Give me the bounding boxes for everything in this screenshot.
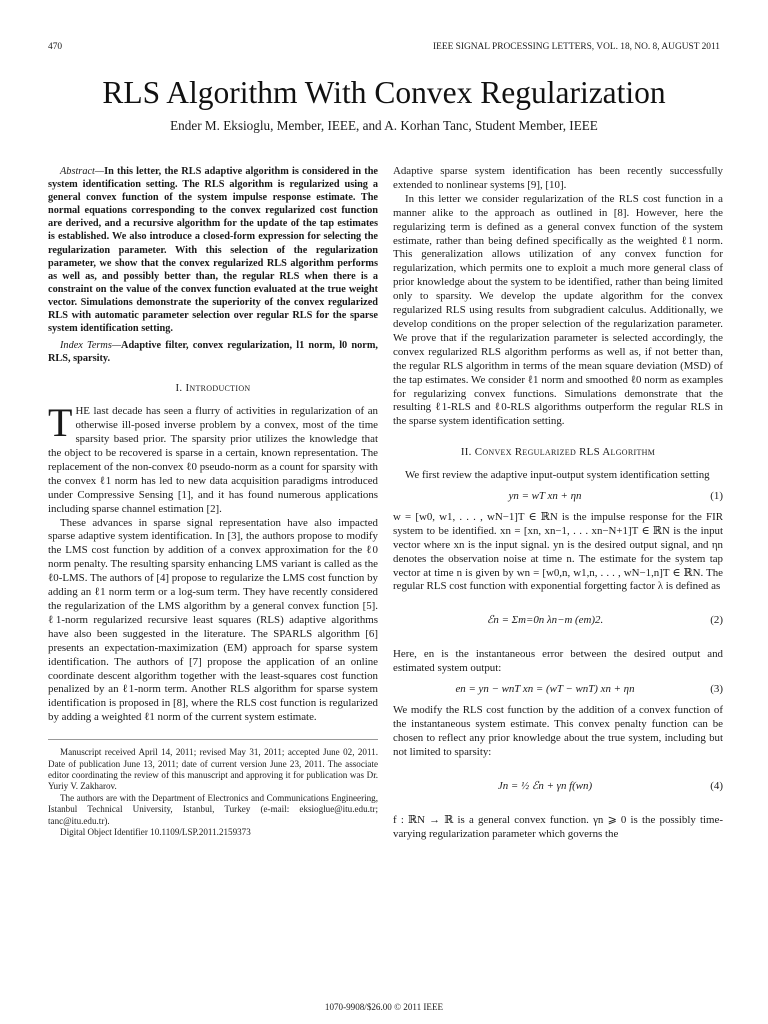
abstract-lead: Abstract— xyxy=(60,166,105,177)
equation-2 xyxy=(393,601,723,641)
index-terms xyxy=(48,339,378,365)
right-paragraph-3: We first review the adaptive input-output system identification setting xyxy=(405,469,710,482)
right-column xyxy=(393,165,723,842)
section-heading-introduction xyxy=(48,382,378,396)
section-title: Introduction xyxy=(185,382,251,395)
right-paragraph-6: We modify the RLS cost function by the addition of a convex function of the instantaneous system estimate. This convex penalty function can be chosen to reflect any prior knowledge about the true system, including but not limited to sparsity: xyxy=(393,704,723,758)
intro-paragraph-2: These advances in sparse signal representation have also impacted sparse adaptive system identification. In [3], the authors propose to modify the LMS cost function by addition of a convex approximation for the ℓ0 norm penalty. The resulting sparsity enhancing LMS variant is called as the ℓ0-LMS. The authors of [4] propose to regularize the LMS cost function by adding an ℓ1 norm term or a log-sum term. They have recently considered the regularization of the LMS algorithm by a general convex function [5]. ℓ1-norm regularized recursive least squares (RLS) adaptive algorithms have also been suggested in the literature. The SPARLS algorithm [6] presents an expectation-maximization (EM) approach for sparse system identification. The authors of [7] propose the application of an online coordinate descent algorithm together with the least-squares cost function penalized by an ℓ1-norm term. Another RLS algorithm for sparse system identification is proposed in [8], where the RLS cost function is regularized by adding a weighted ℓ1 norm of the current system estimate. xyxy=(48,516,378,724)
intro-paragraph-1-text: HE last decade has seen a flurry of activities in regularization of an otherwise ill-posed inverse problem by a convex, most of the time sparsity based prior. The sparsity prior utilizes the knowledge that the object to be recovered is sparse in a certain, known representation. The replacement of the non-convex ℓ0 pseudo-norm as a count for sparsity with the convex ℓ1 norm has led to new data acquisition paradigms introduced under Compressive Sensing [1], and it has found numerous applications including sparse channel estimation [2]. xyxy=(48,405,378,515)
equation-number: (1) xyxy=(710,490,723,503)
equation-number: (4) xyxy=(710,779,723,792)
section-numeral: II. xyxy=(460,446,472,459)
equation-1 xyxy=(393,490,723,504)
left-column xyxy=(48,165,378,838)
right-paragraph-5: Here, en is the instantaneous error between the desired output and estimated system output: xyxy=(393,648,723,675)
right-paragraph-2: In this letter we consider regularization of the RLS cost function in a manner alike to the approach as outlined in [8]. However, here the regularizing term is defined as a general convex function of the system estimate, rather than being defined specifically as the weighted ℓ1 norm. This generalization allows utilization of any convex function for regularization, which permits one to exploit a much more general class of prior knowledge about the system to be identified, rather than being limited only to sparsity. We develop the update algorithm for the convex regularized RLS using results from subgradient calculus. Additionally, we develop conditions on the proper selection of the regularization parameter. We prove that if the regularization parameter is selected accordingly, the convex regularized RLS algorithm performs as well as, if not better than, the regular RLS algorithm in terms of the mean square deviation (MSD) of the tap estimates. We consider ℓ1 norm and smoothed ℓ0 norm as examples for regularizing convex functions. Simulations demonstrate that the resulting ℓ1-RLS and ℓ0-RLS algorithms outperform the regular RLS in the sparse system identification setting. xyxy=(393,192,723,428)
section-title: Convex Regularized RLS Algorithm xyxy=(474,446,656,459)
index-terms-text: Adaptive filter, convex regularization, l1 norm, l0 norm, RLS, sparsity. xyxy=(48,340,378,365)
abstract xyxy=(48,165,378,335)
footnote-doi: Digital Object Identifier 10.1109/LSP.2011.2159373 xyxy=(60,827,251,837)
equation-4 xyxy=(393,767,723,807)
footnote-dates: Manuscript received April 14, 2011; revised May 31, 2011; accepted June 02, 2011. Date of publication June 13, 2011; date of current version June 23, 2011. The associate editor coordinating the review of this manuscript and approving it for publication was Dr. Yuriy V. Zakharov. xyxy=(48,747,378,792)
equation-body: en = yn − wnT xn = (wT − wnT) xn + ηn xyxy=(455,683,635,696)
equation-number: (3) xyxy=(710,683,723,696)
equation-number: (2) xyxy=(710,614,723,627)
section-numeral: I. xyxy=(175,382,183,395)
drop-cap: T xyxy=(48,400,73,446)
footnote-affiliation: The authors are with the Department of Electronics and Communications Engineering, Istanbul Technical University, Istanbul, Turkey (e-mail: eksioglue@itu.edu.tr; tanc@itu.edu.tr). xyxy=(48,792,378,826)
footnote xyxy=(48,739,378,838)
intro-paragraph-1 xyxy=(48,400,378,516)
copyright-footer: 1070-9908/$26.00 © 2011 IEEE xyxy=(324,1002,444,1012)
right-paragraph-4: w = [w0, w1, . . . , wN−1]T ∈ ℝN is the impulse response for the FIR system to be identified. xn = [xn, xn−1, . . . xn−N+1]T ∈ ℝN is the input vector where xn is the input signal. yn is the desired output signal, and ηn denotes the observation noise at time n. The estimate for the system tap vector at time n is given by wn = [w0,n, w1,n, . . . , wN−1,n]T ∈ ℝN. The regular RLS cost function with exponential forgetting factor λ is defined as xyxy=(393,510,723,593)
paper-title: RLS Algorithm With Convex Regularization xyxy=(102,75,666,110)
abstract-text: In this letter, the RLS adaptive algorithm is considered in the system identification setting. The RLS algorithm is regularized using a general convex function of the system impulse response estimate. The normal equations corresponding to the convex regularized cost function are derived, and a recursive algorithm for the update of the tap estimates is established. We also introduce a closed-form expression for selecting the regularization parameter. With this selection of the regularization parameter, we show that the convex regularized RLS algorithm performs as well as, and possibly better than, the regular RLS when there is a constraint on the value of the convex function evaluated at the true weight vector. Simulations demonstrate the superiority of the convex regularized RLS with automatic parameter selection over regular RLS for the sparse system identification setting. xyxy=(48,166,378,335)
right-paragraph-7: f : ℝN → ℝ is a general convex function. γn ⩾ 0 is the possibly time-varying regularization parameter which governs the xyxy=(393,813,723,840)
equation-body: yn = wT xn + ηn xyxy=(508,490,582,503)
equation-body: ℰn = Σm=0n λn−m (em)2. xyxy=(486,614,604,627)
right-paragraph-1: Adaptive sparse system identification has been recently successfully extended to nonlinear systems [9], [10]. xyxy=(393,165,723,191)
page-number: 470 xyxy=(48,42,63,52)
section-heading-convex-rls xyxy=(393,446,723,460)
equation-body: Jn = ½ ℰn + γn f(wn) xyxy=(497,779,593,792)
authors: Ender M. Eksioglu, Member, IEEE, and A. Korhan Tanc, Student Member, IEEE xyxy=(170,118,598,133)
index-terms-lead: Index Terms— xyxy=(60,340,122,352)
equation-3 xyxy=(393,683,723,697)
running-head: IEEE SIGNAL PROCESSING LETTERS, VOL. 18, NO. 8, AUGUST 2011 xyxy=(433,42,720,52)
